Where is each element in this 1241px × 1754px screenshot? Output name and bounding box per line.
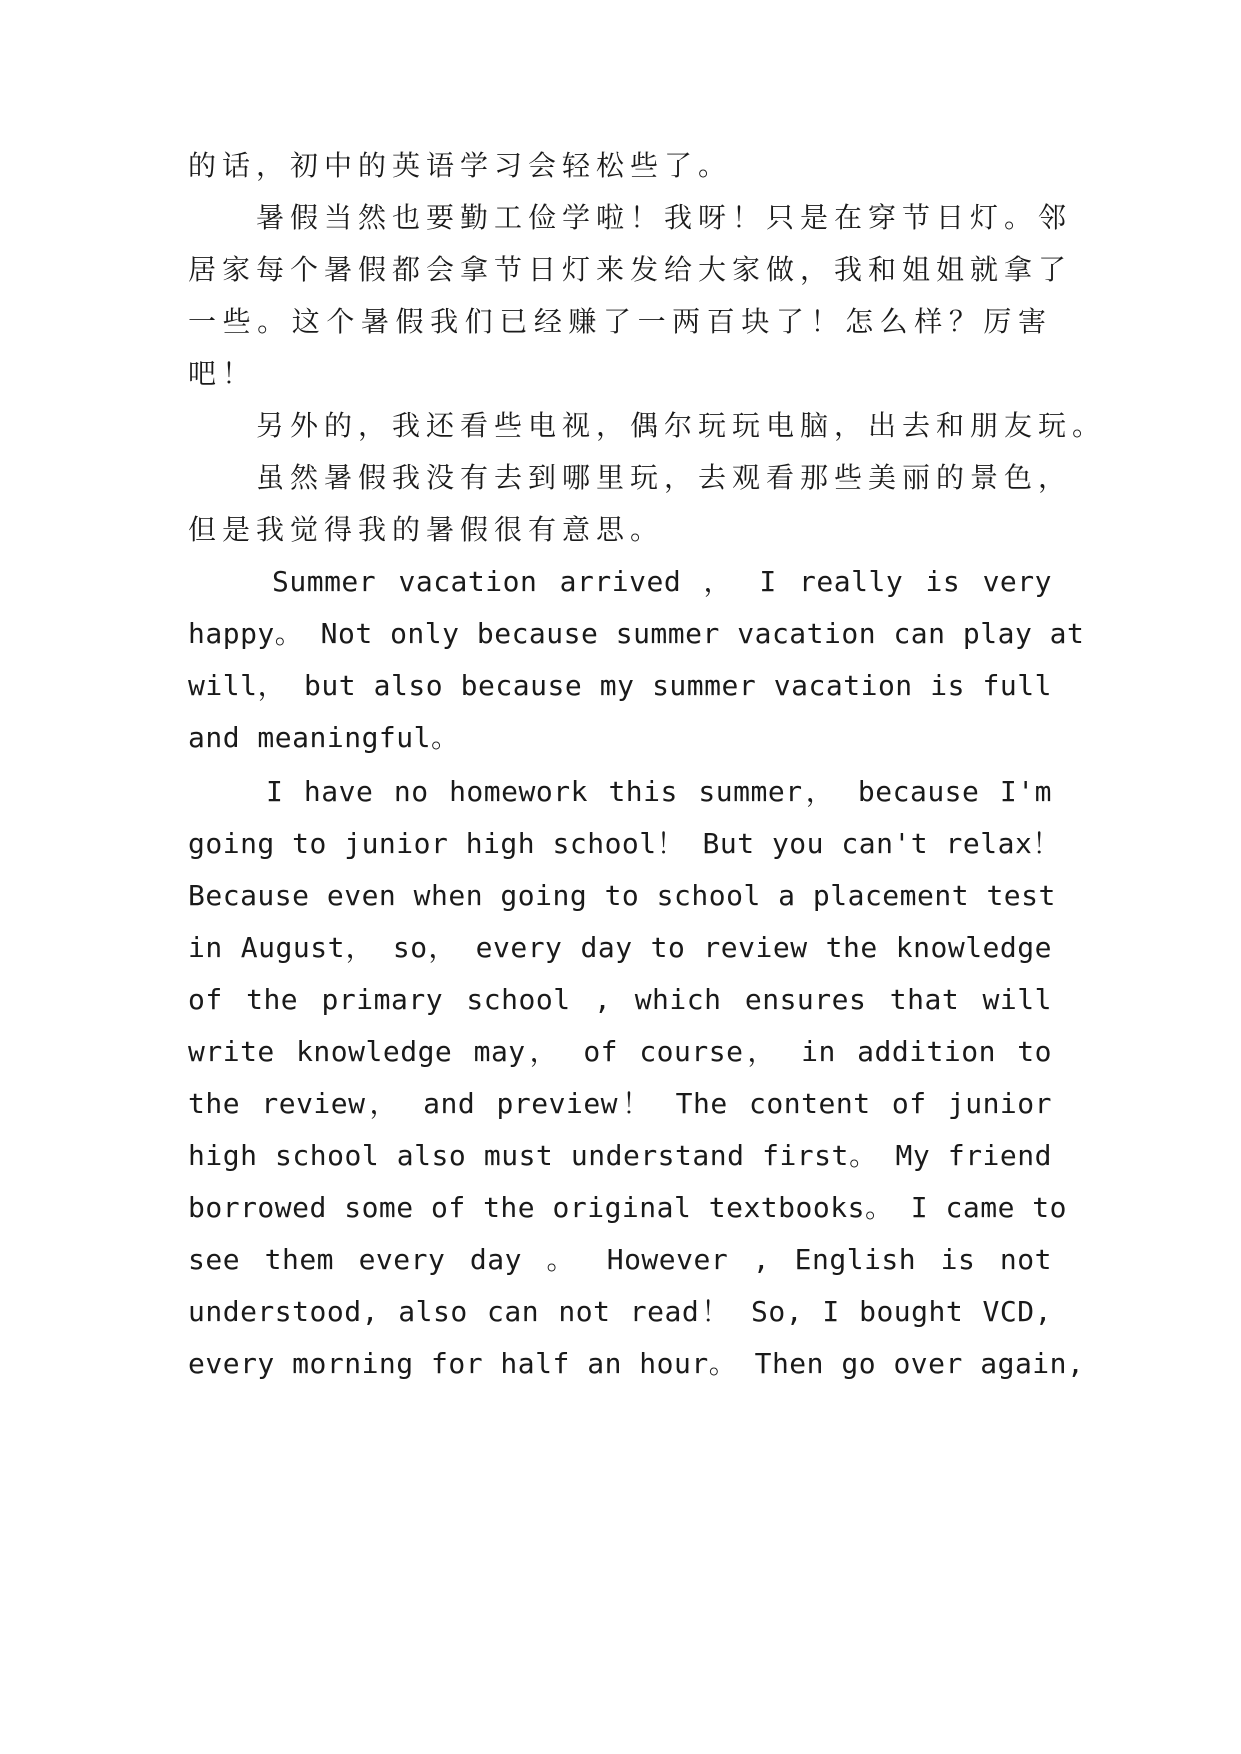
text-line: high school also must understand first。 My friend [188,1139,1052,1172]
text-line: 另外的，我还看些电视，偶尔玩玩电脑，出去和朋友玩。 [256,409,1107,442]
text-line: of the primary school , which ensures that will [188,983,1052,1016]
text-line: 虽然暑假我没有去到哪里玩，去观看那些美丽的景色， [256,461,1073,494]
text-line: will， but also because my summer vacation is full [188,669,1052,702]
text-line: write knowledge may， of course， in addition to [188,1035,1052,1068]
text-line: I have no homework this summer， because I'm [266,775,1052,808]
text-line: see them every day 。 However , English is not [188,1243,1052,1276]
text-line: 一些。这个暑假我们已经赚了一两百块了！怎么样？厉害 [188,305,1052,338]
text-line: happy。 Not only because summer vacation can play at [188,617,1085,650]
text-line: every morning for half an hour。 Then go over again, [188,1347,1085,1380]
text-line: Summer vacation arrived ， I really is very [272,565,1052,598]
text-line: 但是我觉得我的暑假很有意思。 [188,513,665,546]
text-line: borrowed some of the original textbooks。 I came to [188,1191,1068,1224]
text-line: the review， and preview！ The content of junior [188,1087,1052,1120]
text-line: in August， so， every day to review the knowledge [188,931,1052,964]
text-line: going to junior high school！ But you can't relax！ [188,827,1061,860]
text-line: 居家每个暑假都会拿节日灯来发给大家做，我和姐姐就拿了 [188,253,1073,286]
text-line: Because even when going to school a placement test [188,879,1056,912]
text-line: 暑假当然也要勤工俭学啦！我呀！只是在穿节日灯。邻 [256,201,1073,234]
text-line: 的话，初中的英语学习会轻松些了。 [188,149,733,182]
text-line: understood, also can not read！ So, I bought VCD, [188,1295,1052,1328]
text-line: and meaningful。 [188,721,460,754]
text-line: 吧！ [188,357,257,390]
